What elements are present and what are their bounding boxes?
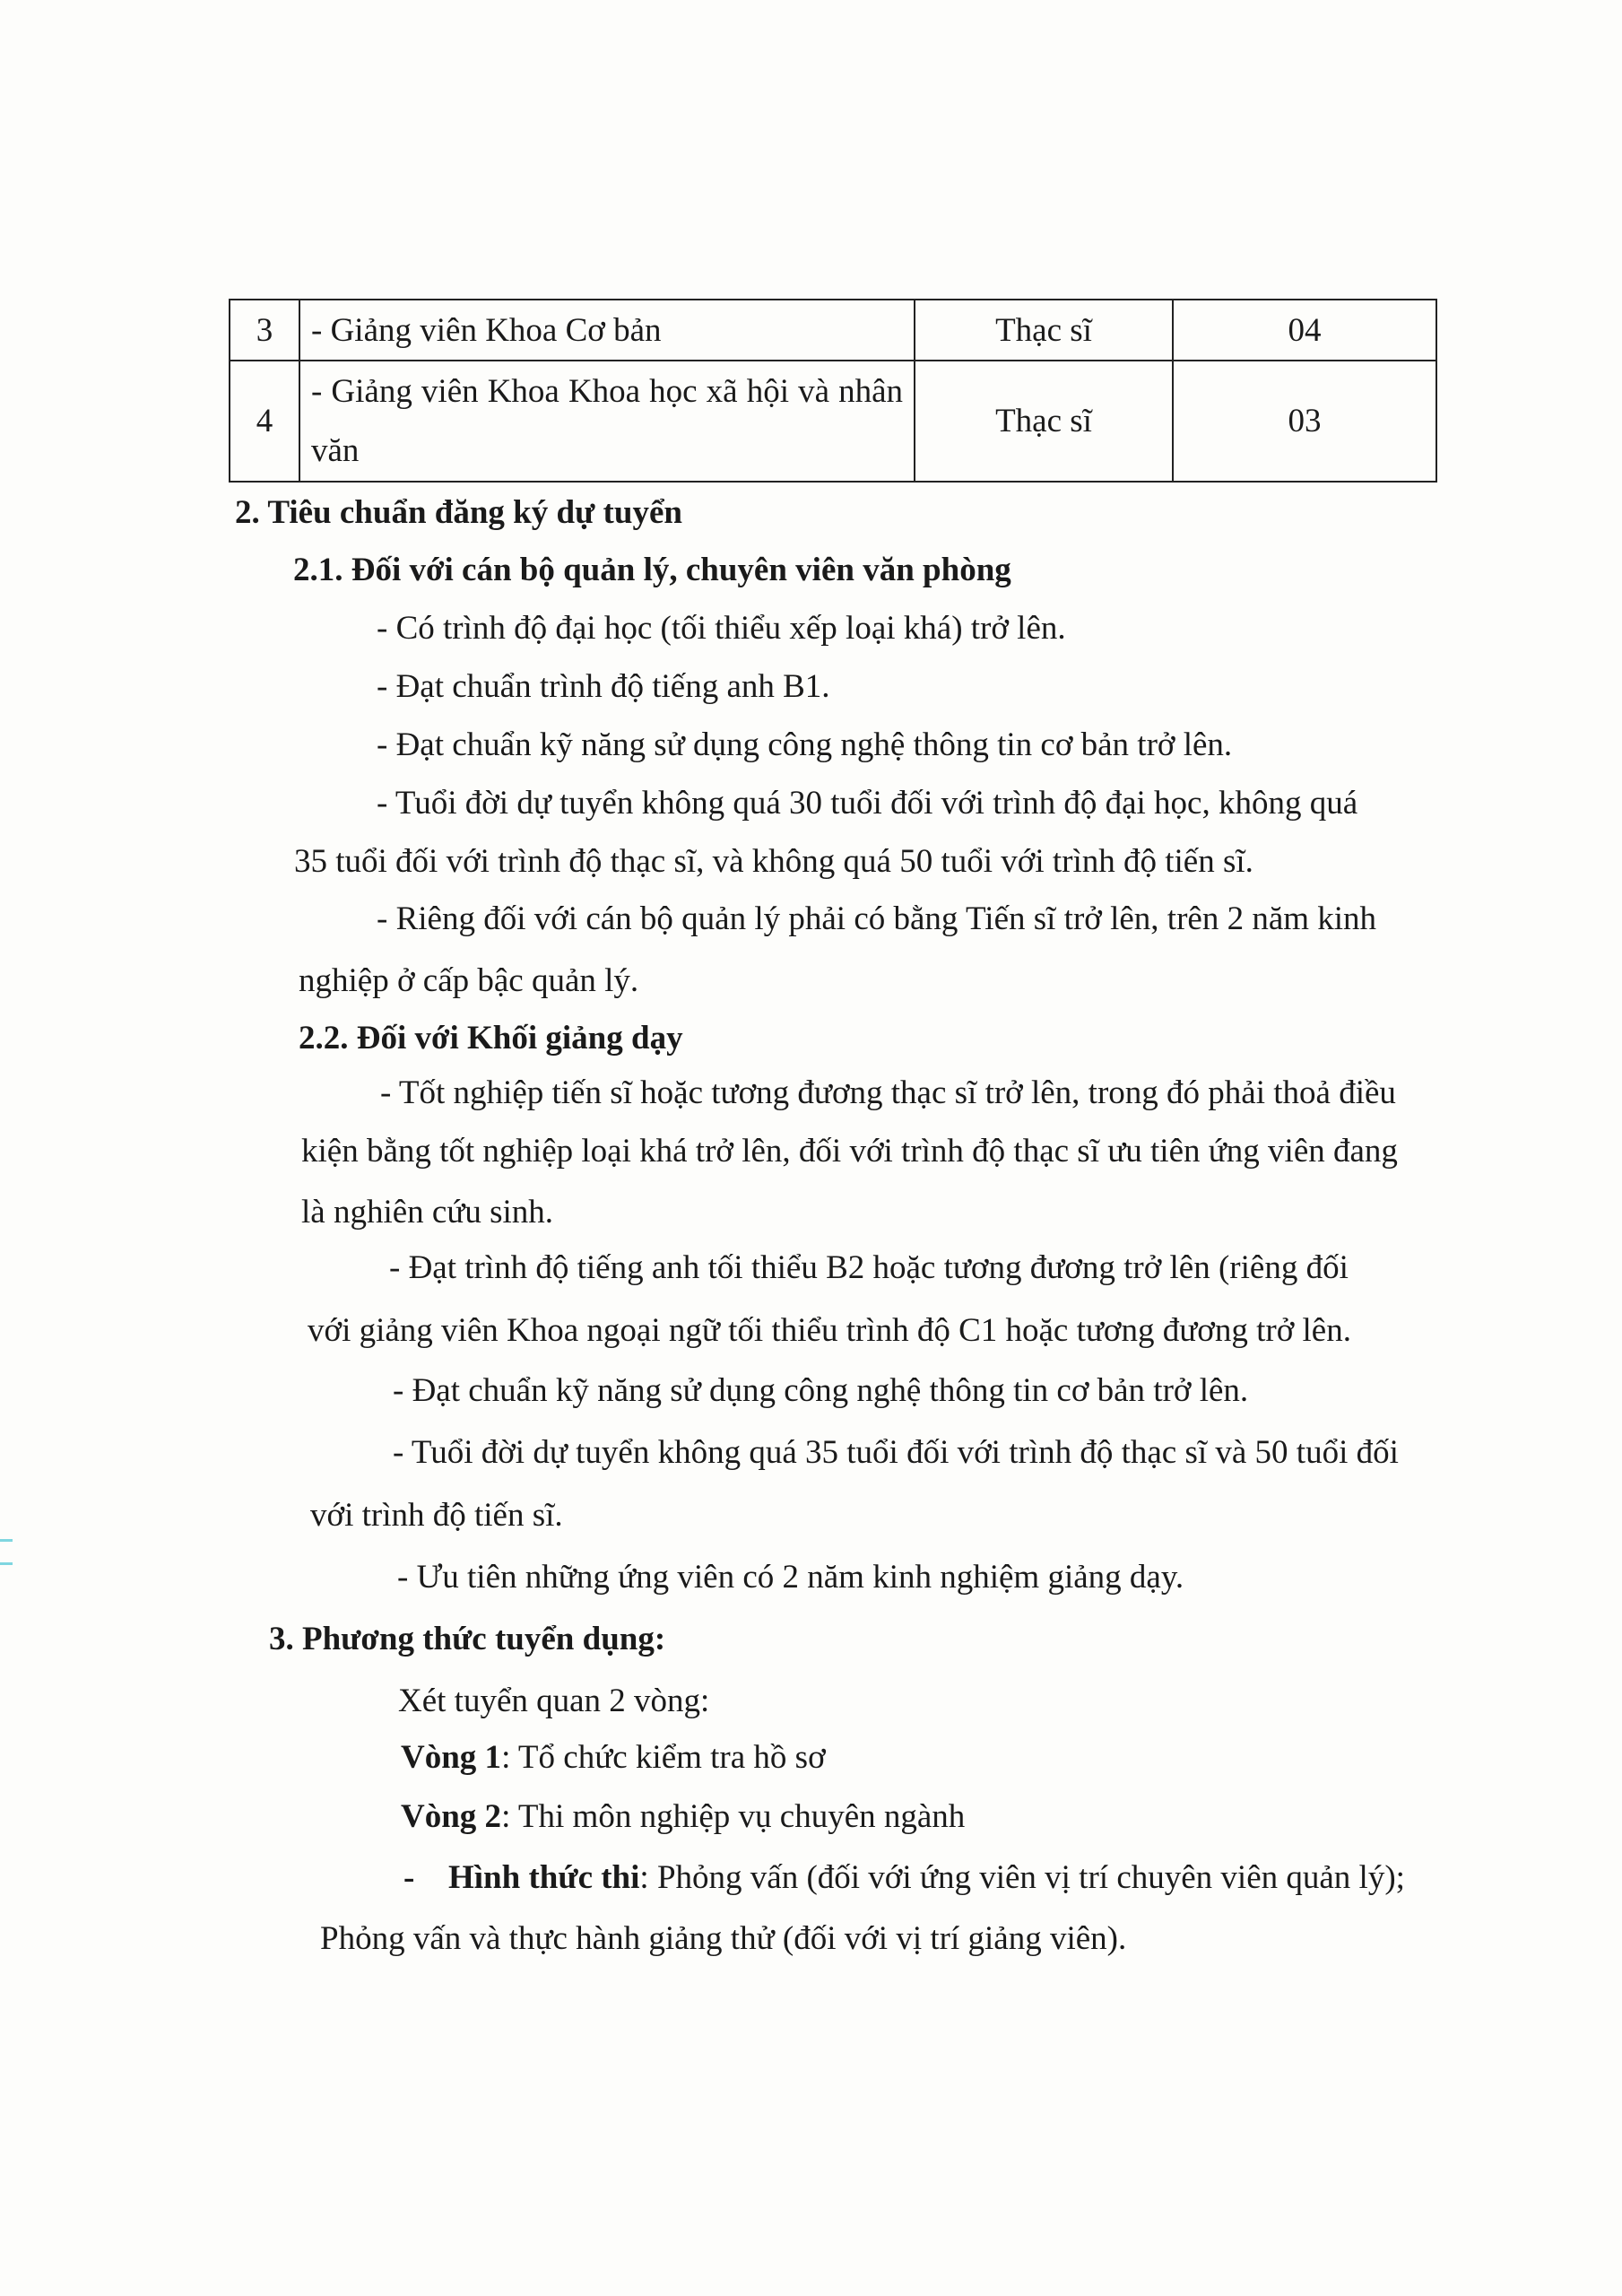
list-item-continued: với giảng viên Khoa ngoại ngữ tối thiểu trình độ C1 hoặc tương đương trở lên. bbox=[308, 1312, 1351, 1349]
row-degree: Thạc sĩ bbox=[915, 300, 1173, 361]
list-item: - Tuổi đời dự tuyển không quá 30 tuổi đối với trình độ đại học, không quá bbox=[377, 785, 1358, 822]
row-position: - Giảng viên Khoa Cơ bản bbox=[299, 300, 915, 361]
table-row bbox=[230, 361, 1436, 482]
exam-form-label: Hình thức thi bbox=[448, 1859, 640, 1896]
list-item: - Đạt trình độ tiếng anh tối thiểu B2 hoặc tương đương trở lên (riêng đối bbox=[389, 1249, 1349, 1286]
table-row bbox=[230, 300, 1436, 361]
list-item-continued: kiện bằng tốt nghiệp loại khá trở lên, đối với trình độ thạc sĩ ưu tiên ứng viên đang bbox=[301, 1133, 1398, 1170]
exam-form-text: : Phỏng vấn (đối với ứng viên vị trí chuyên viên quản lý); bbox=[639, 1859, 1405, 1896]
exam-form bbox=[403, 1857, 1405, 1900]
row-number: 3 bbox=[230, 300, 299, 361]
list-item: - Đạt chuẩn trình độ tiếng anh B1. bbox=[377, 668, 830, 705]
round-1-label: Vòng 1 bbox=[401, 1739, 502, 1776]
row-quantity: 03 bbox=[1173, 361, 1436, 482]
list-item-continued: là nghiên cứu sinh. bbox=[301, 1194, 554, 1231]
list-item: - Riêng đối với cán bộ quản lý phải có bằng Tiến sĩ trở lên, trên 2 năm kinh bbox=[377, 900, 1377, 937]
row-number: 4 bbox=[230, 361, 299, 482]
round-2-text: : Thi môn nghiệp vụ chuyên ngành bbox=[501, 1798, 966, 1835]
list-item-continued: 35 tuổi đối với trình độ thạc sĩ, và không quá 50 tuổi với trình độ tiến sĩ. bbox=[294, 843, 1253, 880]
list-item: - Đạt chuẩn kỹ năng sử dụng công nghệ thông tin cơ bản trở lên. bbox=[377, 726, 1233, 763]
list-item-continued: nghiệp ở cấp bậc quản lý. bbox=[299, 962, 639, 999]
list-item-continued: với trình độ tiến sĩ. bbox=[310, 1497, 563, 1534]
list-item: - Có trình độ đại học (tối thiểu xếp loại khá) trở lên. bbox=[377, 610, 1066, 647]
section-2-2-heading: 2.2. Đối với Khối giảng dạy bbox=[299, 1020, 683, 1057]
exam-form-dash: - bbox=[403, 1859, 415, 1896]
section-3-intro: Xét tuyển quan 2 vòng: bbox=[398, 1683, 710, 1719]
row-quantity: 04 bbox=[1173, 300, 1436, 361]
recruitment-table bbox=[229, 299, 1437, 483]
list-item: - Đạt chuẩn kỹ năng sử dụng công nghệ thông tin cơ bản trở lên. bbox=[393, 1372, 1249, 1409]
section-3-heading: 3. Phương thức tuyển dụng: bbox=[269, 1621, 666, 1657]
row-position: - Giảng viên Khoa Khoa học xã hội và nhân văn bbox=[311, 372, 903, 469]
list-item: - Ưu tiên những ứng viên có 2 năm kinh nghiệm giảng dạy. bbox=[397, 1559, 1184, 1596]
row-degree: Thạc sĩ bbox=[915, 361, 1173, 482]
round-2-label: Vòng 2 bbox=[401, 1798, 502, 1835]
round-2 bbox=[401, 1796, 965, 1839]
scan-mark bbox=[0, 1562, 13, 1565]
section-2-1-heading: 2.1. Đối với cán bộ quản lý, chuyên viên văn phòng bbox=[293, 552, 1011, 588]
exam-form-continued: Phỏng vấn và thực hành giảng thử (đối với vị trí giảng viên). bbox=[320, 1920, 1127, 1957]
scan-mark bbox=[0, 1539, 13, 1542]
list-item: - Tuổi đời dự tuyển không quá 35 tuổi đối với trình độ thạc sĩ và 50 tuổi đối bbox=[393, 1434, 1399, 1471]
round-1-text: : Tổ chức kiểm tra hồ sơ bbox=[501, 1739, 826, 1776]
section-2-heading: 2. Tiêu chuẩn đăng ký dự tuyển bbox=[235, 494, 682, 531]
round-1 bbox=[401, 1736, 826, 1779]
list-item: - Tốt nghiệp tiến sĩ hoặc tương đương thạc sĩ trở lên, trong đó phải thoả điều bbox=[380, 1074, 1396, 1111]
